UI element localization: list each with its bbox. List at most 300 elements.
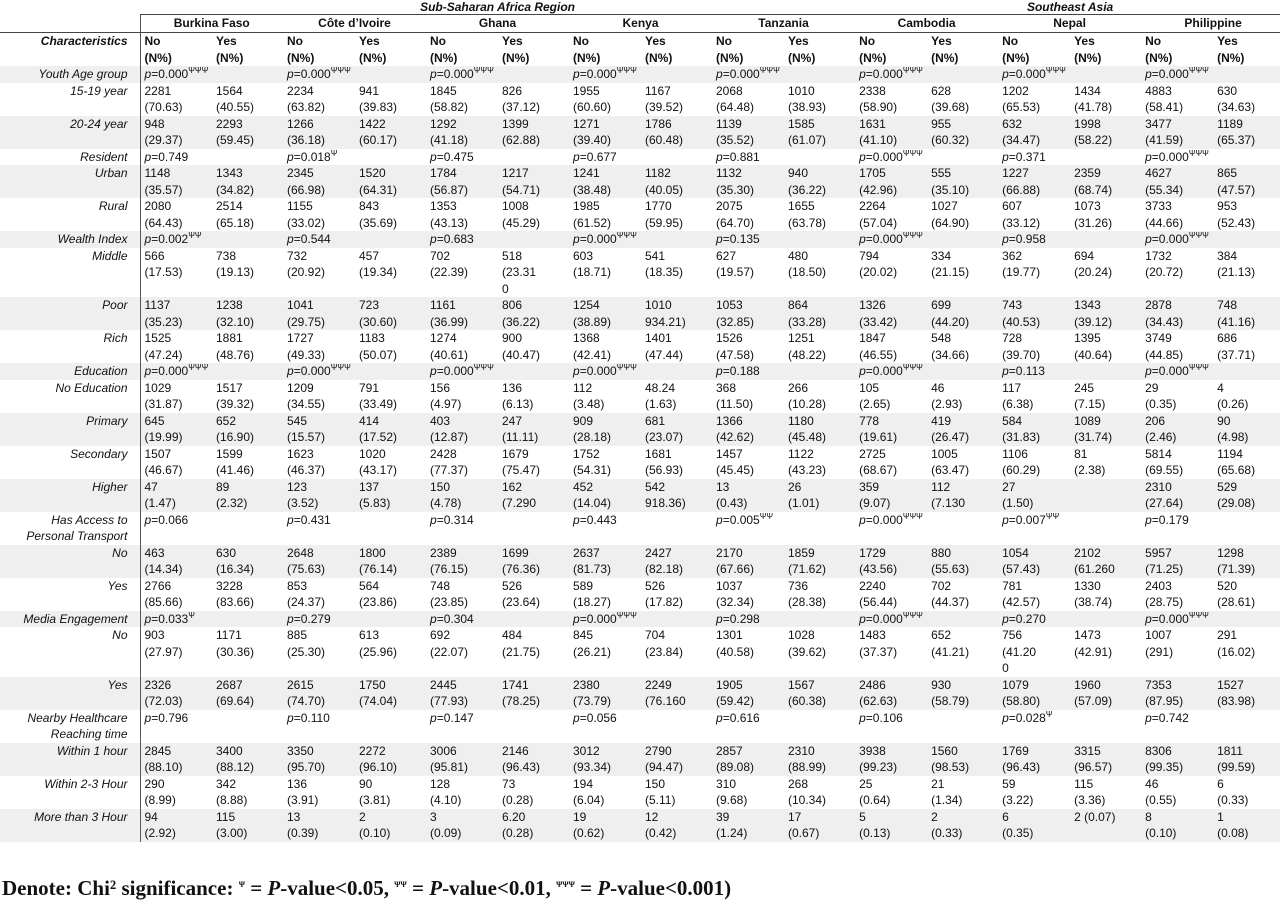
- cell-line: (19.57): [716, 265, 755, 279]
- cell-line: (25.96): [359, 644, 398, 659]
- cell-line: (20.72): [1145, 265, 1184, 279]
- data-cell: [855, 116, 927, 149]
- cell-line: 2687: [216, 677, 243, 692]
- cell-line: (31.87): [144, 397, 183, 411]
- no-label: No: [859, 34, 876, 48]
- data-cell: [569, 248, 641, 298]
- cell-line: (29.37): [144, 133, 183, 147]
- cell-line: (75.63): [287, 562, 326, 576]
- row-label: [0, 116, 140, 149]
- n-percent-label: (N%): [859, 50, 887, 65]
- country-header: Burkina Faso: [140, 15, 283, 33]
- cell-line: 806: [502, 298, 523, 312]
- cell-line: (59.42): [716, 694, 755, 708]
- cell-line: (47.58): [716, 347, 755, 362]
- cell-line: (41.16): [1217, 314, 1256, 329]
- cell-line: 955: [931, 116, 952, 131]
- cell-line: (60.32): [931, 133, 970, 147]
- cell-line: (59.45): [216, 133, 255, 147]
- cell-line: 1955: [573, 83, 600, 98]
- cell-line: 2359: [1074, 166, 1101, 180]
- p-value-cell: [855, 512, 998, 545]
- cell-line: 3006: [430, 743, 457, 758]
- data-cell: [784, 677, 855, 710]
- cell-line: 3938: [859, 743, 886, 758]
- data-cell: [569, 413, 641, 446]
- p-value-cell: [426, 611, 569, 628]
- row-label-line: Yes: [107, 677, 128, 692]
- p-value: p=0.066: [144, 512, 189, 527]
- cell-line: 603: [573, 248, 594, 263]
- data-cell: [927, 627, 998, 677]
- cell-line: (3.36): [1074, 793, 1106, 807]
- cell-line: 156: [430, 380, 451, 395]
- data-cell: [712, 545, 784, 578]
- cell-line: 247: [502, 413, 523, 428]
- cell-line: 2 (0.07): [1074, 809, 1116, 824]
- data-cell: [140, 83, 212, 116]
- data-cell: [1213, 116, 1280, 149]
- data-cell: [855, 83, 927, 116]
- data-cell: [855, 446, 927, 479]
- data-cell: [855, 380, 927, 413]
- data-cell: [927, 198, 998, 231]
- cell-line: (76.14): [359, 562, 398, 576]
- cell-line: 2878: [1145, 298, 1172, 312]
- p-value: p=0.475: [430, 149, 474, 164]
- cell-line: (33.12): [1002, 215, 1041, 230]
- data-cell: [998, 743, 1070, 776]
- cell-line: 1457: [716, 446, 743, 461]
- cell-line: 6: [1002, 809, 1009, 824]
- p-value: p=0.371: [1002, 149, 1046, 164]
- p-value: p=0.616: [716, 710, 760, 725]
- p-value: p=0.135: [716, 232, 760, 246]
- p-value-cell: [569, 611, 712, 628]
- p-value-cell: [1141, 66, 1280, 83]
- no-column-header: [855, 33, 927, 67]
- p-value: p=0.000: [144, 364, 189, 378]
- cell-line: 1811: [1217, 743, 1243, 758]
- cell-line: (65.37): [1217, 133, 1256, 147]
- cell-line: (28.18): [573, 430, 612, 444]
- cell-line: 1905: [716, 677, 743, 692]
- cell-line: 2648: [287, 545, 314, 560]
- cell-line: 865: [1217, 166, 1238, 180]
- yes-column-header: [1070, 33, 1141, 67]
- cell-line: 2380: [573, 677, 600, 692]
- data-cell: [1141, 446, 1213, 479]
- data-cell: [712, 743, 784, 776]
- group-row: [0, 611, 1280, 628]
- cell-line: 2102: [1074, 545, 1101, 560]
- cell-line: (21.13): [1217, 265, 1256, 279]
- cell-line: 1241: [573, 166, 600, 180]
- yes-column-header: [212, 33, 283, 67]
- data-cell: [283, 743, 355, 776]
- cell-line: 310: [716, 776, 737, 791]
- data-cell: [355, 198, 426, 231]
- data-cell: [855, 578, 927, 611]
- cell-line: (44.20): [931, 314, 970, 329]
- cell-line: (66.98): [287, 182, 326, 197]
- cell-line: (41.46): [216, 463, 255, 477]
- n-percent-label: (N%): [645, 50, 673, 65]
- significance-mark: ΨΨΨ: [902, 511, 923, 521]
- cell-line: (0.67): [788, 826, 820, 840]
- cell-line: 3400: [216, 743, 243, 758]
- data-cell: [355, 545, 426, 578]
- cell-line: 46: [931, 380, 945, 395]
- data-cell: [1141, 677, 1213, 710]
- p-value: p=0.000: [859, 611, 903, 626]
- data-cell: [140, 776, 212, 809]
- cell-line: 953: [1217, 199, 1238, 213]
- table-row: [0, 116, 1280, 149]
- cell-line: 1079: [1002, 677, 1029, 692]
- cell-line: 123: [287, 479, 308, 494]
- cell-line: (35.69): [359, 215, 398, 230]
- data-cell: [927, 330, 998, 363]
- data-cell: [569, 578, 641, 611]
- p-value-cell: [1141, 611, 1280, 628]
- significance-mark: ΨΨΨ: [616, 610, 637, 620]
- cell-line: (66.88): [1002, 182, 1041, 197]
- data-cell: [283, 627, 355, 677]
- cell-line: (7.15): [1074, 397, 1106, 411]
- data-cell: [1141, 578, 1213, 611]
- significance-mark: ΨΨΨ: [902, 610, 923, 620]
- cell-line: (42.91): [1074, 644, 1113, 659]
- p-value: p=0.677: [573, 149, 617, 164]
- cell-line: 613: [359, 628, 380, 642]
- data-cell: [998, 627, 1070, 677]
- cell-line: (36.99): [430, 314, 469, 329]
- cell-line: 723: [359, 298, 380, 312]
- cell-line: (43.56): [859, 562, 898, 576]
- data-cell: [140, 413, 212, 446]
- data-cell: [283, 198, 355, 231]
- data-cell: [712, 248, 784, 298]
- p-value: p=0.000: [573, 232, 617, 246]
- cell-line: (40.05): [645, 182, 684, 197]
- significance-mark: ΨΨΨ: [759, 66, 780, 75]
- cell-line: (76.160: [645, 694, 686, 708]
- cell-line: 1037: [716, 578, 743, 593]
- p-value-cell: [283, 611, 426, 628]
- cell-line: (95.81): [430, 760, 469, 774]
- data-cell: [784, 116, 855, 149]
- data-cell: [498, 627, 569, 677]
- data-cell: [140, 248, 212, 298]
- cell-line: 3: [430, 809, 437, 824]
- cell-line: 1985: [573, 199, 600, 213]
- data-cell: [641, 330, 712, 363]
- cell-line: (18.27): [573, 595, 612, 609]
- n-percent-label: (N%): [931, 50, 959, 65]
- p-value: p=0.881: [716, 149, 760, 164]
- data-cell: [1213, 479, 1280, 512]
- cell-line: 2234: [287, 83, 314, 98]
- cell-line: 452: [573, 479, 594, 494]
- cell-line: 632: [1002, 116, 1023, 131]
- cell-line: 6: [1217, 776, 1224, 791]
- data-cell: [927, 776, 998, 809]
- cell-line: 529: [1217, 479, 1238, 494]
- cell-line: 1800: [359, 545, 386, 560]
- cell-line: (96.43): [502, 760, 541, 774]
- data-cell: [569, 116, 641, 149]
- cell-line: 48.24: [645, 380, 676, 395]
- cell-line: (6.38): [1002, 397, 1034, 411]
- cell-line: (77.37): [430, 463, 469, 477]
- cell-line: (43.17): [359, 463, 398, 477]
- data-cell: [569, 627, 641, 677]
- row-label: [0, 479, 140, 512]
- data-cell: [212, 198, 283, 231]
- cell-line: 1227: [1002, 166, 1029, 180]
- characteristics-header: Characteristics: [0, 33, 140, 67]
- n-percent-label: (N%): [502, 50, 530, 65]
- data-cell: [1141, 83, 1213, 116]
- data-cell: [784, 446, 855, 479]
- data-cell: [855, 677, 927, 710]
- cell-line: (39.32): [216, 397, 255, 411]
- cell-line: 1266: [287, 116, 314, 131]
- data-cell: [498, 479, 569, 512]
- p-value-cell: [569, 231, 712, 248]
- data-cell: [283, 809, 355, 842]
- cell-line: (65.68): [1217, 463, 1256, 477]
- cell-line: (34.55): [287, 397, 326, 411]
- cell-line: 1631: [859, 116, 886, 131]
- cell-line: 1029: [144, 380, 172, 395]
- data-cell: [998, 297, 1070, 330]
- cell-line: 1560: [931, 743, 958, 758]
- data-cell: [355, 165, 426, 198]
- cell-line: (0.28): [502, 793, 534, 807]
- cell-line: (22.39): [430, 265, 469, 279]
- cell-line: 0: [1002, 661, 1009, 675]
- cell-line: 1238: [216, 298, 243, 312]
- cell-line: 25: [859, 776, 873, 791]
- data-cell: [641, 809, 712, 842]
- data-cell: [712, 809, 784, 842]
- cell-line: (99.23): [859, 760, 898, 774]
- row-label-line: Rural: [98, 199, 128, 213]
- data-cell: [212, 380, 283, 413]
- cell-line: 526: [502, 578, 523, 593]
- cell-line: 885: [287, 628, 308, 642]
- cell-line: (32.34): [716, 595, 755, 609]
- data-cell: [1070, 83, 1141, 116]
- cell-line: (36.18): [287, 133, 326, 147]
- p-value-cell: [283, 149, 426, 166]
- cell-line: (40.53): [1002, 314, 1041, 329]
- cell-line: (0.13): [859, 826, 891, 840]
- cell-line: 1526: [716, 331, 743, 345]
- cell-line: 2766: [144, 578, 172, 593]
- row-label: [0, 231, 140, 248]
- cell-line: 564: [359, 578, 380, 593]
- row-label-line: No: [112, 628, 128, 642]
- cell-line: 457: [359, 248, 380, 263]
- cell-line: (98.53): [931, 760, 970, 774]
- table-row: [0, 413, 1280, 446]
- cell-line: (19.77): [1002, 265, 1041, 279]
- cell-line: 1132: [716, 166, 742, 180]
- cell-line: 526: [645, 578, 666, 593]
- cell-line: (73.79): [573, 694, 612, 708]
- data-cell: [927, 578, 998, 611]
- cell-line: (27.97): [144, 644, 183, 659]
- cell-line: (4.10): [430, 793, 462, 807]
- cell-line: 1859: [788, 545, 815, 560]
- cell-line: (60.17): [359, 133, 398, 147]
- data-cell: [998, 248, 1070, 298]
- significance-mark: ΨΨΨ: [1045, 66, 1066, 75]
- cell-line: 2486: [859, 677, 886, 692]
- cell-line: 584: [1002, 413, 1023, 428]
- cell-line: (95.70): [287, 760, 326, 774]
- cell-line: (0.10): [359, 826, 391, 840]
- cell-line: 1699: [502, 545, 529, 560]
- data-cell: [712, 380, 784, 413]
- cell-line: (40.47): [502, 347, 541, 362]
- p-value: p=0.056: [573, 710, 617, 725]
- table-row: [0, 578, 1280, 611]
- cell-line: 2249: [645, 677, 672, 692]
- data-cell: [355, 330, 426, 363]
- data-cell: [1141, 627, 1213, 677]
- cell-line: 8: [1145, 809, 1152, 824]
- table-row: [0, 743, 1280, 776]
- data-cell: [355, 83, 426, 116]
- data-cell: [927, 297, 998, 330]
- table-row: [0, 165, 1280, 198]
- cell-line: 90: [359, 776, 373, 791]
- cell-line: (96.10): [359, 760, 398, 774]
- data-cell: [355, 248, 426, 298]
- cell-line: 2240: [859, 578, 886, 593]
- p-value-cell: [140, 710, 283, 743]
- cell-line: 4627: [1145, 166, 1172, 180]
- cell-line: (28.38): [788, 595, 827, 609]
- cell-line: 941: [359, 83, 380, 98]
- cell-line: (21.15): [931, 265, 970, 279]
- table-row: [0, 83, 1280, 116]
- cell-line: (63.82): [287, 100, 326, 114]
- cell-line: 1167: [645, 83, 671, 98]
- p-value: p=0.000: [859, 232, 903, 246]
- cell-line: 756: [1002, 628, 1023, 642]
- cell-line: 291: [1217, 628, 1238, 642]
- data-cell: [498, 578, 569, 611]
- cell-line: (78.25): [502, 694, 541, 708]
- cell-line: 1007: [1145, 628, 1172, 642]
- significance-mark: ΨΨΨ: [616, 66, 637, 75]
- cell-line: 1041: [287, 298, 314, 312]
- cell-line: (68.74): [1074, 182, 1113, 197]
- p-value: p=0.000: [573, 364, 617, 378]
- p-value: p=0.007: [1002, 512, 1046, 527]
- yes-column-header: [498, 33, 569, 67]
- p-value: p=0.000: [430, 67, 474, 81]
- data-cell: [1213, 545, 1280, 578]
- p-value: p=0.028: [1002, 710, 1046, 725]
- data-cell: [1213, 413, 1280, 446]
- table-row: [0, 380, 1280, 413]
- p-value-cell: [1141, 363, 1280, 380]
- column-header-row: [0, 33, 1280, 67]
- data-cell: [712, 627, 784, 677]
- data-cell: [426, 446, 498, 479]
- cell-line: 94: [144, 809, 158, 824]
- cell-line: 940: [788, 166, 809, 180]
- data-cell: [712, 413, 784, 446]
- table-row: [0, 446, 1280, 479]
- cell-line: (1.01): [788, 496, 820, 510]
- n-percent-label: (N%): [1217, 50, 1245, 65]
- cell-line: 2615: [287, 677, 314, 692]
- cell-line: 2: [359, 809, 366, 824]
- cell-line: (38.74): [1074, 595, 1113, 609]
- cell-line: (33.28): [788, 314, 827, 329]
- data-cell: [355, 627, 426, 677]
- cell-line: 59: [1002, 776, 1016, 791]
- cell-line: 1960: [1074, 677, 1101, 692]
- cell-line: (3.52): [287, 496, 319, 510]
- cell-line: 2345: [287, 166, 314, 180]
- cell-line: 794: [859, 248, 880, 263]
- cell-line: 686: [1217, 331, 1238, 345]
- cell-line: (31.26): [1074, 215, 1113, 230]
- data-cell: [1070, 809, 1141, 842]
- data-cell: [855, 198, 927, 231]
- cell-line: 26: [788, 479, 802, 494]
- p-value-cell: [426, 512, 569, 545]
- cell-line: (0.35): [1002, 826, 1034, 840]
- cell-line: (46.67): [144, 463, 183, 477]
- n-percent-label: (N%): [216, 50, 244, 65]
- cell-line: 1422: [359, 116, 386, 131]
- data-cell: [212, 330, 283, 363]
- data-cell: [569, 330, 641, 363]
- cell-line: 845: [573, 628, 594, 642]
- cell-line: 2338: [859, 83, 886, 98]
- group-row: [0, 149, 1280, 166]
- row-label-line: Wealth Index: [57, 232, 128, 246]
- data-cell: [426, 165, 498, 198]
- p-value: p=0.000: [859, 67, 903, 81]
- cell-line: (75.47): [502, 463, 541, 477]
- row-label: [0, 83, 140, 116]
- data-cell: [641, 380, 712, 413]
- data-cell: [140, 297, 212, 330]
- p-value-cell: [712, 231, 855, 248]
- p-value-cell: [998, 66, 1141, 83]
- p-value: p=0.304: [430, 611, 474, 626]
- data-cell: [1141, 479, 1213, 512]
- yes-label: Yes: [645, 34, 666, 48]
- data-cell: [1213, 776, 1280, 809]
- data-cell: [569, 743, 641, 776]
- cell-line: (45.45): [716, 463, 755, 477]
- data-cell: [1213, 330, 1280, 363]
- cell-line: 368: [716, 380, 737, 395]
- data-cell: [927, 743, 998, 776]
- data-cell: [355, 380, 426, 413]
